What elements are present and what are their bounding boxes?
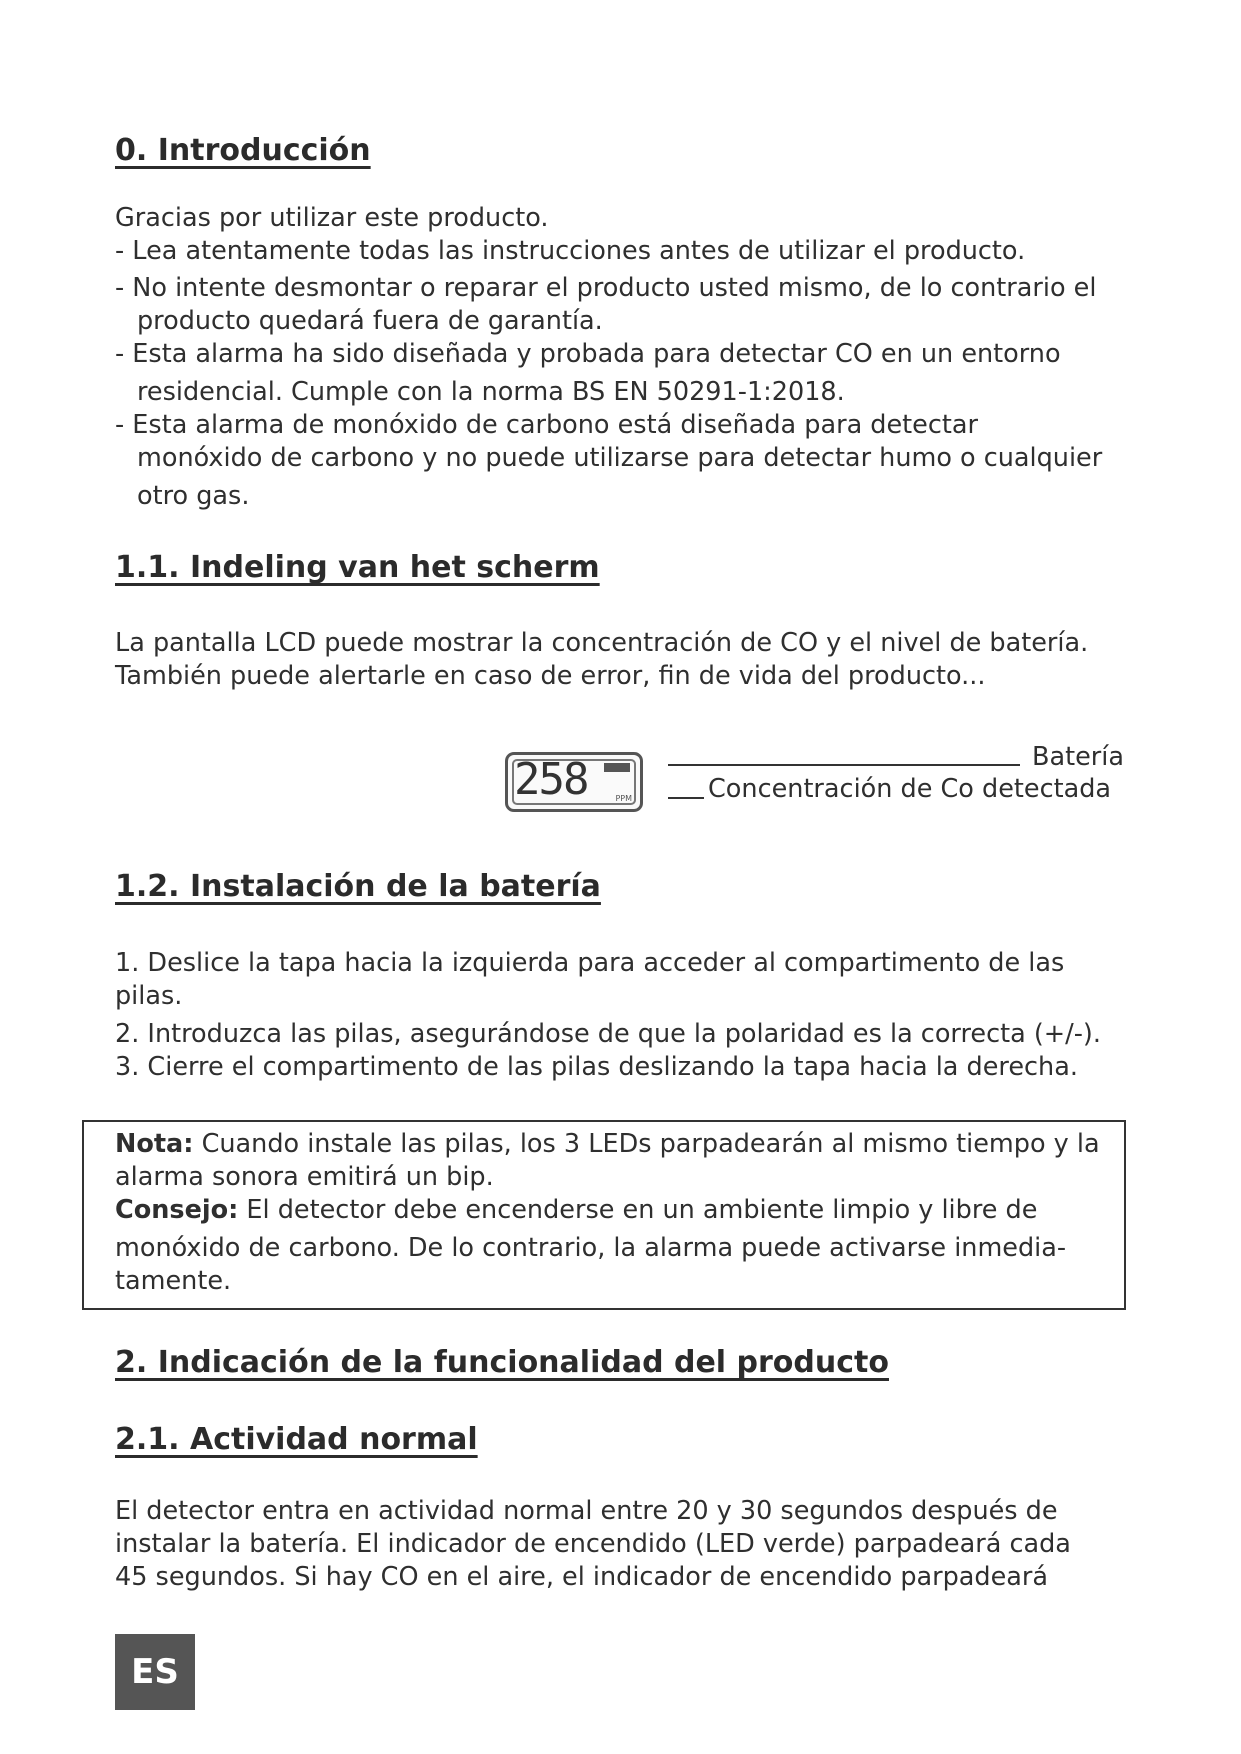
- heading-indeling-scherm: 1.1. Indeling van het scherm: [115, 550, 600, 585]
- note-content: [115, 1128, 1100, 1298]
- lcd-digits: 258: [514, 754, 588, 805]
- concentration-label: Concentración de Co detectada: [708, 774, 1112, 804]
- note-line: alarma sonora emitirá un bip.: [115, 1162, 494, 1192]
- battery-leader-line: [668, 764, 1020, 766]
- normal-line: 45 segundos. Si hay CO en el aire, el indicador de encendido parpadeará: [115, 1562, 1049, 1592]
- language-badge: ES: [115, 1634, 195, 1710]
- normal-line: instalar la batería. El indicador de encendido (LED verde) parpadeará cada: [115, 1529, 1071, 1559]
- battery-step: pilas.: [115, 981, 183, 1011]
- tip-line: [115, 1194, 1100, 1227]
- battery-step: 1. Deslice la tapa hacia la izquierda para acceder al compartimento de las: [115, 948, 1065, 978]
- note-text: Cuando instale las pilas, los 3 LEDs parpadearán al mismo tiempo y la: [193, 1129, 1100, 1159]
- heading-funcionalidad: 2. Indicación de la funcionalidad del producto: [115, 1345, 889, 1380]
- heading-introduccion: 0. Introducción: [115, 133, 371, 168]
- screen-line: La pantalla LCD puede mostrar la concentración de CO y el nivel de batería.: [115, 628, 1089, 658]
- tip-label: Consejo:: [115, 1195, 239, 1225]
- battery-label: Batería: [1032, 742, 1125, 772]
- battery-step: 2. Introduzca las pilas, asegurándose de que la polaridad es la correcta (+/-).: [115, 1019, 1101, 1049]
- tip-line: monóxido de carbono. De lo contrario, la alarma puede activarse inmedia-: [115, 1233, 1067, 1263]
- tip-text: El detector debe encenderse en un ambiente limpio y libre de: [238, 1195, 1038, 1225]
- normal-line: El detector entra en actividad normal entre 20 y 30 segundos después de: [115, 1496, 1058, 1526]
- lcd-display-illustration: [505, 752, 643, 812]
- screen-line: También puede alertarle en caso de error, fin de vida del producto...: [115, 661, 986, 691]
- intro-line: producto quedará fuera de garantía.: [137, 306, 603, 336]
- intro-line: monóxido de carbono y no puede utilizarse para detectar humo o cualquier: [137, 443, 1103, 473]
- intro-line: - No intente desmontar o reparar el producto usted mismo, de lo contrario el: [115, 273, 1097, 303]
- intro-line: otro gas.: [137, 481, 250, 511]
- note-label: Nota:: [115, 1129, 194, 1159]
- intro-line: - Lea atentamente todas las instrucciones antes de utilizar el producto.: [115, 236, 1026, 266]
- intro-line: - Esta alarma de monóxido de carbono está diseñada para detectar: [115, 410, 978, 440]
- battery-step: 3. Cierre el compartimento de las pilas deslizando la tapa hacia la derecha.: [115, 1052, 1078, 1082]
- intro-line: - Esta alarma ha sido diseñada y probada para detectar CO en un entorno: [115, 339, 1061, 369]
- tip-line: tamente.: [115, 1266, 232, 1296]
- intro-line: residencial. Cumple con la norma BS EN 50291-1:2018.: [137, 377, 845, 407]
- concentration-leader-line: [668, 797, 704, 799]
- note-line: [115, 1128, 1100, 1161]
- lcd-unit: PPM: [615, 794, 632, 803]
- intro-line: Gracias por utilizar este producto.: [115, 203, 549, 233]
- heading-instalacion-bateria: 1.2. Instalación de la batería: [115, 869, 601, 904]
- heading-actividad-normal: 2.1. Actividad normal: [115, 1422, 478, 1457]
- battery-level-icon: [604, 763, 630, 772]
